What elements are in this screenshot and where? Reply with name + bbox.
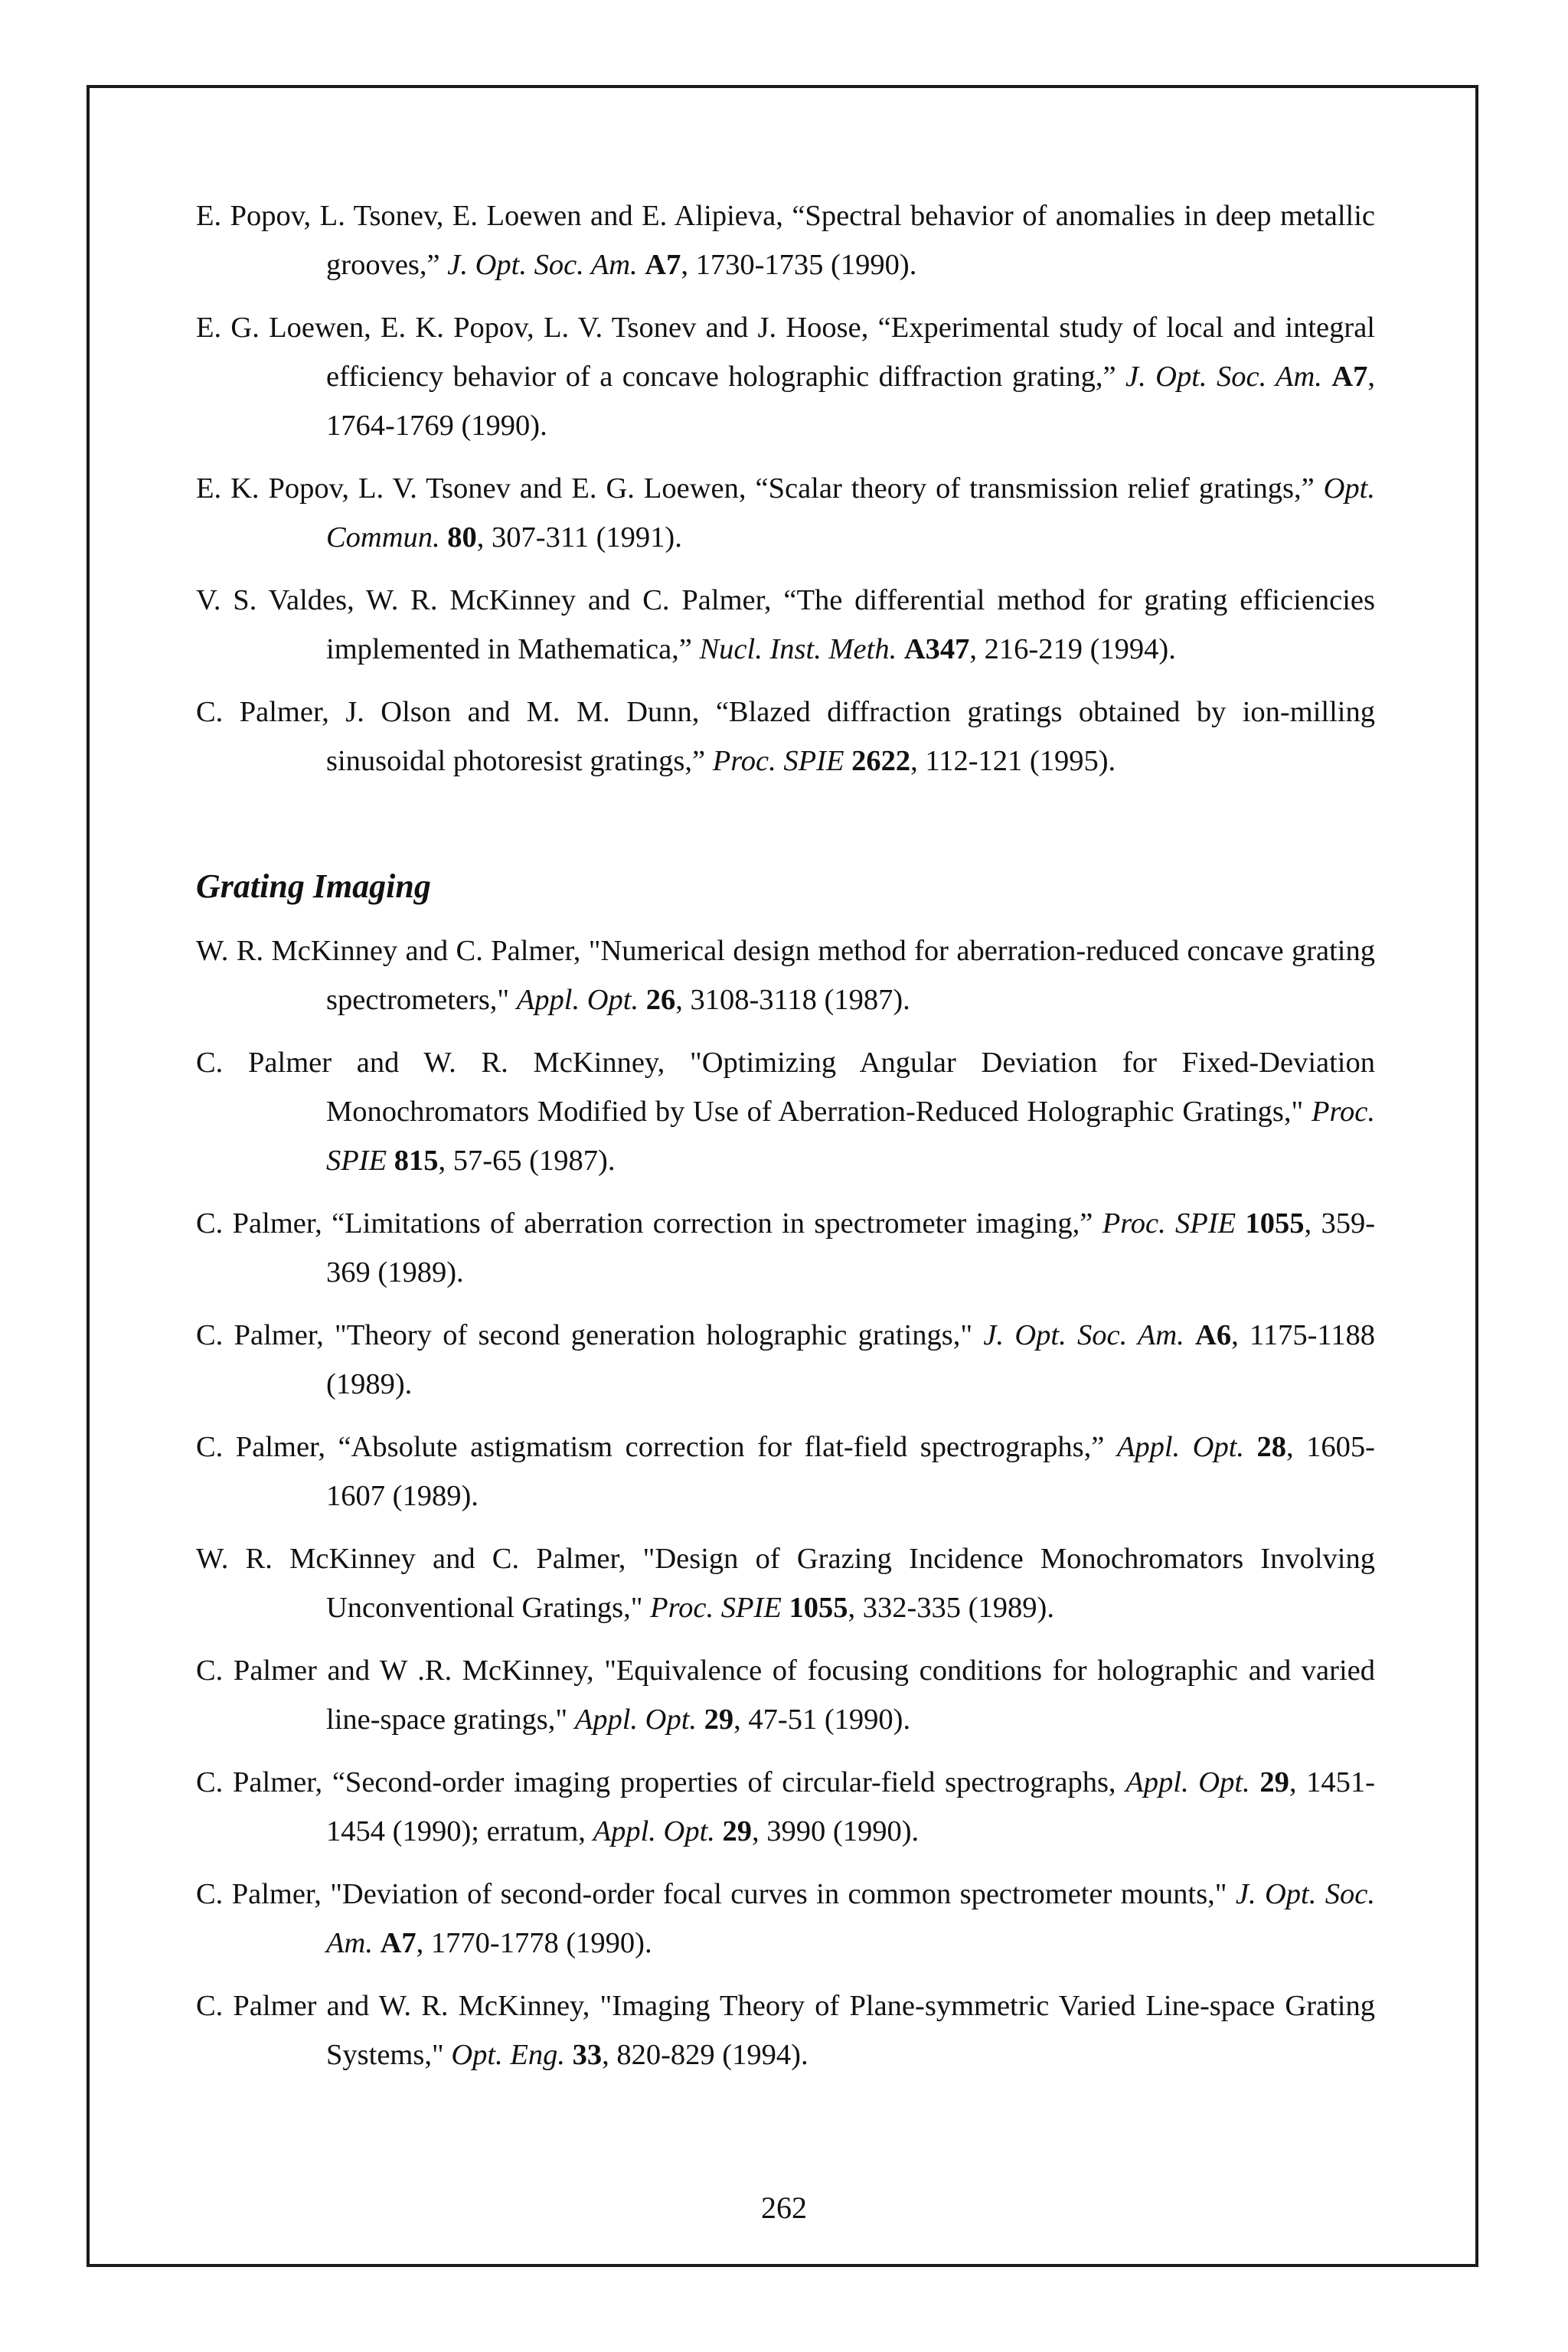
reference-item — [196, 1646, 1375, 1744]
ref-pages: , 1764-1769 (1990). — [326, 361, 1375, 442]
ref-authors: C. Palmer and W .R. McKinney, — [196, 1655, 605, 1687]
ref-pages: , 820-829 (1994). — [602, 2039, 808, 2071]
ref-pages: , 47-51 (1990). — [733, 1704, 911, 1736]
ref-volume: 1055 — [1245, 1207, 1305, 1240]
ref-authors: W. R. McKinney and C. Palmer, — [196, 1543, 643, 1575]
page-number: 262 — [761, 2190, 807, 2225]
ref-title: "Optimizing Angular Deviation for Fixed-Deviation Monochromators Modified by Use of Aberration-Reduced Holographic Gratings," — [326, 1047, 1375, 1128]
ref-volume: A7 — [380, 1927, 416, 1959]
ref-journal: Appl. Opt. — [574, 1704, 697, 1736]
reference-item — [196, 1038, 1375, 1185]
ref-title: "Equivalence of focusing conditions for holographic and varied line-space gratings," — [326, 1655, 1375, 1736]
ref-authors: C. Palmer, — [196, 1431, 338, 1463]
reference-item — [196, 1534, 1375, 1632]
reference-item — [196, 1758, 1375, 1856]
reference-item — [196, 576, 1375, 674]
ref-journal: Proc. SPIE — [326, 1096, 1375, 1177]
reference-item — [196, 1423, 1375, 1521]
ref-title: "Theory of second generation holographic gratings," — [335, 1319, 984, 1351]
ref-pages: , 332-335 (1989). — [848, 1592, 1054, 1624]
ref-volume: A7 — [1331, 361, 1368, 393]
ref-volume: 815 — [394, 1145, 439, 1177]
ref-authors: C. Palmer, — [196, 1766, 332, 1798]
ref-journal: Proc. SPIE — [1102, 1207, 1236, 1240]
reference-item — [196, 191, 1375, 289]
ref-volume: 29 — [722, 1815, 753, 1847]
ref-title: "Deviation of second-order focal curves in common spectrometer mounts," — [330, 1878, 1236, 1910]
ref-title: "Design of Grazing Incidence Monochromators Involving Unconventional Gratings," — [326, 1543, 1375, 1624]
ref-pages: , 1770-1778 (1990). — [416, 1927, 652, 1959]
ref-pages: , 359-369 (1989). — [326, 1207, 1376, 1289]
ref-journal: Nucl. Inst. Meth. — [699, 633, 897, 665]
ref-authors: C. Palmer, — [196, 1878, 331, 1910]
ref-volume: 1055 — [789, 1592, 848, 1624]
ref-volume: 29 — [704, 1704, 734, 1736]
ref-journal: Appl. Opt. — [1125, 1766, 1250, 1798]
ref-authors: C. Palmer and W. R. McKinney, — [196, 1047, 690, 1079]
ref-title: “Limitations of aberration correction in spectrometer imaging,” — [332, 1207, 1102, 1240]
ref-journal: J. Opt. Soc. Am. — [326, 1878, 1375, 1959]
ref-authors: C. Palmer, — [196, 1319, 335, 1351]
ref-volume: A7 — [645, 249, 681, 281]
ref-authors: E. K. Popov, L. V. Tsonev and E. G. Loewen, — [196, 472, 756, 505]
ref-pages: , 112-121 (1995). — [910, 745, 1116, 777]
ref-volume: A6 — [1195, 1319, 1232, 1351]
reference-item — [196, 926, 1375, 1024]
ref-title: “Experimental study of local and integral efficiency behavior of a concave holographic diffraction grating,” — [326, 312, 1375, 393]
ref-volume: 29 — [1259, 1766, 1289, 1798]
ref-journal: Appl. Opt. — [1116, 1431, 1245, 1463]
ref-pages: , 57-65 (1987). — [438, 1145, 616, 1177]
ref-pages: , 1730-1735 (1990). — [681, 249, 917, 281]
ref-pages: , 3108-3118 (1987). — [675, 984, 910, 1016]
ref-volume: A347 — [903, 633, 970, 665]
ref-title: “Absolute astigmatism correction for flat-field spectrographs,” — [338, 1431, 1117, 1463]
reference-item — [196, 1199, 1375, 1297]
ref-volume: 28 — [1256, 1431, 1287, 1463]
ref-journal: Opt. Commun. — [326, 472, 1375, 554]
ref-journal: Appl. Opt. — [516, 984, 639, 1016]
ref-volume: 2622 — [851, 745, 911, 777]
reference-list — [196, 191, 1375, 2093]
ref-pages: , 3990 (1990). — [752, 1815, 920, 1847]
reference-item — [196, 464, 1375, 562]
ref-journal: J. Opt. Soc. Am. — [1125, 361, 1322, 393]
ref-pages: , 216-219 (1994). — [969, 633, 1176, 665]
ref-authors: C. Palmer, — [196, 1207, 332, 1240]
ref-pages: , 1451-1454 (1990); erratum, — [326, 1766, 1375, 1847]
reference-item — [196, 1870, 1375, 1968]
ref-title: "Imaging Theory of Plane-symmetric Varied Line-space Grating Systems," — [326, 1990, 1375, 2071]
reference-item — [196, 688, 1375, 786]
ref-authors: C. Palmer and W. R. McKinney, — [196, 1990, 600, 2022]
ref-journal: Proc. SPIE — [650, 1592, 782, 1624]
ref-authors: E. Popov, L. Tsonev, E. Loewen and E. Alipieva, — [196, 200, 792, 232]
ref-title: “Second-order imaging properties of circular-field spectrographs, — [332, 1766, 1126, 1798]
ref-volume: 26 — [645, 984, 676, 1016]
ref-title: “Spectral behavior of anomalies in deep metallic grooves,” — [326, 200, 1375, 281]
ref-title: “Scalar theory of transmission relief gratings,” — [755, 472, 1324, 505]
reference-item — [196, 1981, 1375, 2079]
ref-volume: 33 — [572, 2039, 603, 2071]
ref-journal: Opt. Eng. — [451, 2039, 565, 2071]
ref-title: “The differential method for grating efficiencies implemented in Mathematica,” — [326, 584, 1375, 665]
reference-item — [196, 1311, 1375, 1409]
reference-item — [196, 303, 1375, 450]
ref-authors: C. Palmer, J. Olson and M. M. Dunn, — [196, 696, 716, 728]
section-heading: Grating Imaging — [196, 867, 431, 905]
ref-title: “Blazed diffraction gratings obtained by ion-milling sinusoidal photoresist gratings,” — [326, 696, 1375, 777]
ref-journal: J. Opt. Soc. Am. — [447, 249, 638, 281]
ref-pages: , 1605-1607 (1989). — [326, 1431, 1375, 1512]
ref-journal: J. Opt. Soc. Am. — [983, 1319, 1184, 1351]
ref-pages: , 1175-1188 (1989). — [326, 1319, 1375, 1400]
ref-authors: W. R. McKinney and C. Palmer, — [196, 935, 589, 967]
ref-authors: E. G. Loewen, E. K. Popov, L. V. Tsonev and J. Hoose, — [196, 312, 878, 344]
ref-authors: V. S. Valdes, W. R. McKinney and C. Palmer, — [196, 584, 784, 616]
ref-volume: 80 — [447, 521, 477, 554]
ref-journal: Appl. Opt. — [593, 1815, 715, 1847]
ref-journal: Proc. SPIE — [712, 745, 844, 777]
ref-pages: , 307-311 (1991). — [476, 521, 682, 554]
ref-title: "Numerical design method for aberration-reduced concave grating spectrometers," — [326, 935, 1375, 1016]
